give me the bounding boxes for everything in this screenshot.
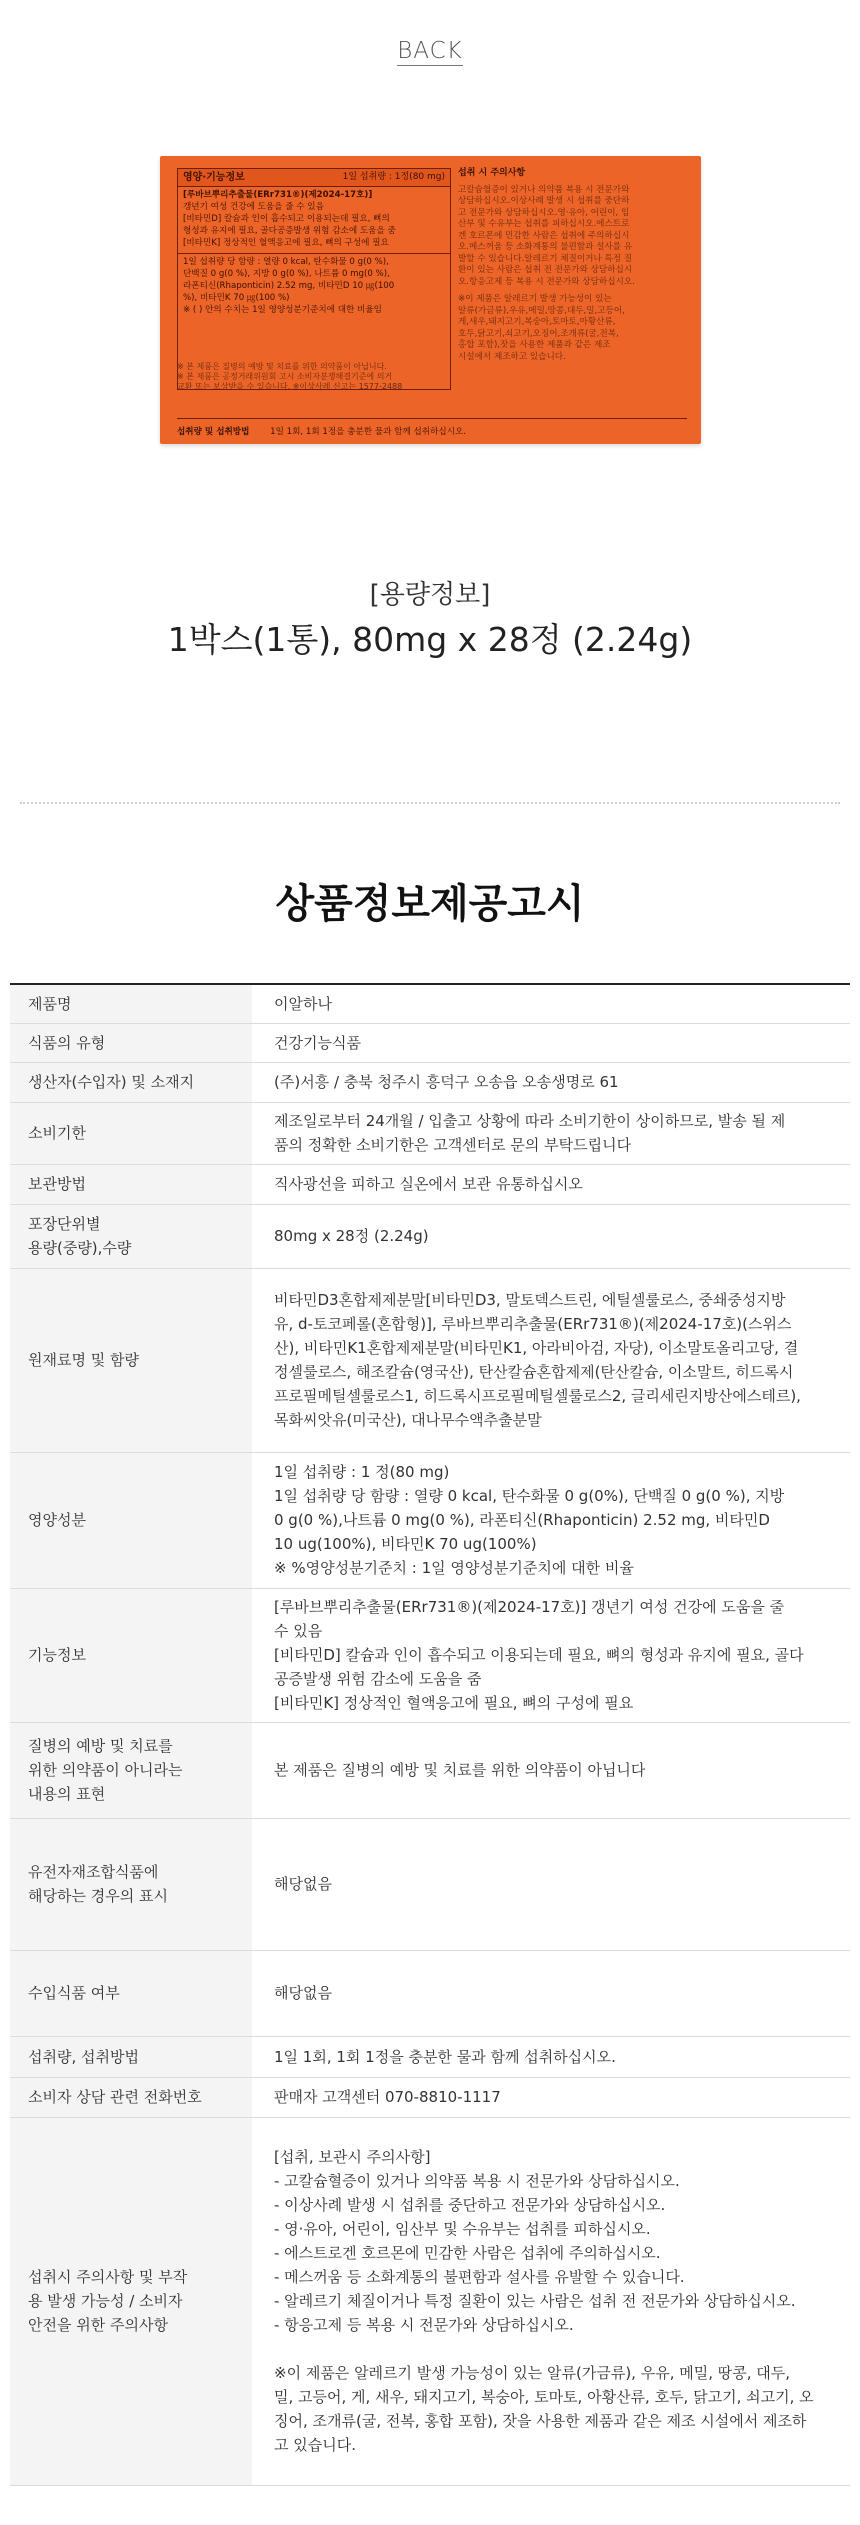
row-value: 80mg x 28정 (2.24g) — [252, 1204, 850, 1268]
table-row — [10, 1268, 850, 1452]
label-caution-line: 시설에서 제조하고 있습니다. — [458, 351, 566, 362]
label-caution-line: 오.항응고제 등 복용 시 전문가와 상담하십시오. — [458, 276, 635, 287]
label-nutrition-box — [177, 168, 451, 390]
row-key: 유전자재조합식품에 해당하는 경우의 표시 — [10, 1818, 252, 1950]
label-caution-line: 환이 있는 사람은 섭취 전 전문가와 상담하십시 — [458, 265, 633, 275]
table-row — [10, 1164, 850, 1204]
capacity-value: 1박스(1통), 80mg x 28정 (2.24g) — [167, 620, 693, 659]
product-info-table — [10, 983, 850, 2486]
label-caution-line: 발할 수 있습니다.알레르기 체질이거나 특정 질 — [458, 253, 633, 264]
row-value: 제조일로부터 24개월 / 입출고 상황에 따라 소비기한이 상이하므로, 발송 될 제 품의 정확한 소비기한은 고객센터로 문의 부탁드립니다 — [252, 1102, 850, 1164]
label-caution-line: 상담하십시오.이상사례 발생 시 섭취를 중단하 — [458, 196, 630, 206]
row-value: 1일 섭취량 : 1 정(80 mg) 1일 섭취량 당 함량 : 열량 0 kcal, 탄수화물 0 g(0%), 단백질 0 g(0 %), 지방 0 g(0 %),나트륨 0 mg(0 %), 라폰티신(Rhaponticin) 2.52 mg, 비타민D 10 ug(100%), 비타민K 70 ug(100%) ※ %영양성분기준치 : 1일 영양성분기준치에 대한 비율 — [252, 1452, 850, 1588]
row-key: 소비자 상담 관련 전화번호 — [10, 2077, 252, 2117]
label-func-line: 형성과 유지에 필요, 골다공증발생 위험 감소에 도움을 줌 — [183, 226, 396, 236]
table-row — [10, 2077, 850, 2117]
table-row — [10, 1818, 850, 1950]
label-intake-key: 섭취량 및 섭취방법 — [177, 427, 250, 437]
label-caution-title: 섭취 시 주의사항 — [458, 168, 526, 178]
capacity-title: [용량정보] — [369, 580, 491, 610]
label-func-line: [비타민D] 칼슘과 인이 흡수되고 이용되는데 필요, 뼈의 — [183, 214, 390, 224]
row-key: 제품명 — [10, 984, 252, 1023]
row-key: 원재료명 및 함량 — [10, 1268, 252, 1452]
label-notice-line: ※ 본 제품은 질병의 예방 및 치료를 위한 의약품이 아닙니다. — [177, 362, 387, 371]
table-row — [10, 1204, 850, 1268]
row-value: 직사광선을 피하고 실온에서 보관 유통하십시오 — [252, 1164, 850, 1204]
table-row — [10, 1102, 850, 1164]
row-value: 이알하나 — [252, 984, 850, 1023]
label-notice-line: 교환 또는 보상받을 수 있습니다. ※이상사례 신고는 1577-2488 — [177, 382, 403, 391]
row-key: 식품의 유형 — [10, 1023, 252, 1062]
table-row — [10, 2117, 850, 2485]
label-nutri-line: 단백질 0 g(0 %), 지방 0 g(0 %), 나트륨 0 mg(0 %), — [183, 269, 390, 279]
table-row — [10, 1588, 850, 1722]
row-value: (주)서흥 / 충북 청주시 흥덕구 오송읍 오송생명로 61 — [252, 1062, 850, 1102]
row-value: 해당없음 — [252, 1818, 850, 1950]
label-nutrition-block — [178, 254, 450, 320]
row-key: 섭취량, 섭취방법 — [10, 2036, 252, 2077]
label-func-line: [루바브뿌리추출물(ERr731®)(제2024-17호)] — [183, 190, 373, 200]
label-function-block — [178, 187, 450, 254]
label-caution-line: 알류(가금류),우유,메밀,땅콩,대두,밀,고등어, — [458, 305, 625, 316]
back-label[interactable]: BACK — [397, 38, 463, 64]
back-link[interactable] — [0, 38, 860, 64]
label-notice-line: ※ 본 제품은 공정거래위원회 고시 소비자분쟁해결기준에 의거 — [177, 372, 393, 381]
row-key: 영양성분 — [10, 1452, 252, 1588]
notice-title: 상품정보제공고시 — [275, 881, 585, 927]
row-key: 소비기한 — [10, 1102, 252, 1164]
row-key: 포장단위별 용량(중량),수량 — [10, 1204, 252, 1268]
row-key: 수입식품 여부 — [10, 1950, 252, 2036]
row-key: 질병의 예방 및 치료를 위한 의약품이 아니라는 내용의 표현 — [10, 1722, 252, 1818]
label-header — [178, 169, 450, 187]
table-row — [10, 1722, 850, 1818]
row-key: 섭취시 주의사항 및 부작 용 발생 가능성 / 소비자 안전을 위한 주의사항 — [10, 2117, 252, 2485]
table-row — [10, 2036, 850, 2077]
label-nutri-line: 1일 섭취량 당 함량 : 열량 0 kcal, 탄수화물 0 g(0 %), — [183, 257, 389, 267]
table-row — [10, 1950, 850, 2036]
label-header-serving: 1일 섭취량 : 1정(80 mg) — [342, 172, 445, 182]
row-value: [루바브뿌리추출물(ERr731®)(제2024-17호)] 갱년기 여성 건강에 도움을 줄 수 있음 [비타민D] 칼슘과 인이 흡수되고 이용되는데 필요, 뼈의 형성과 유지에 필요, 골다 공증발생 위험 감소에 도움을 줌 [비타민K] 정상적인 혈액응고에 필요, 뼈의 구성에 필요 — [252, 1588, 850, 1722]
row-value: 판매자 고객센터 070-8810-1117 — [252, 2077, 850, 2117]
row-key: 기능정보 — [10, 1588, 252, 1722]
table-row — [10, 1023, 850, 1062]
label-caution — [458, 168, 690, 363]
label-nutri-line: 라폰티신(Rhaponticin) 2.52 mg, 비타민D 10 ㎍(100 — [183, 281, 395, 291]
table-row — [10, 1452, 850, 1588]
label-caution-line: 산부 및 수유부는 섭취를 피하십시오.에스트로 — [458, 219, 630, 229]
table-row — [10, 1062, 850, 1102]
label-intake — [177, 418, 687, 437]
row-key: 보관방법 — [10, 1164, 252, 1204]
row-value: 건강기능식품 — [252, 1023, 850, 1062]
label-caution-line: 겐 호르몬에 민감한 사람은 섭취에 주의하십시 — [458, 230, 630, 241]
label-notice — [177, 362, 447, 392]
label-caution-line: 고 전문가와 상담하십시오.영·유아, 어린이, 임 — [458, 207, 630, 218]
label-caution-line: 홍합 포함),잣을 사용한 제품과 같은 제조 — [458, 340, 611, 350]
row-value: 해당없음 — [252, 1950, 850, 2036]
label-caution-line: 게,새우,돼지고기,복숭아,토마토,아황산류, — [458, 317, 616, 327]
label-caution-line: ※이 제품은 알레르기 발생 가능성이 있는 — [458, 294, 612, 304]
row-value: 비타민D3혼합제제분말[비타민D3, 말토덱스트린, 에틸셀룰로스, 중쇄중성지방 유, d-토코페롤(혼합형)], 루바브뿌리추출물(ERr731®)(제2024-17호)(스위스 산), 비타민K1혼합제제분말(비타민K1, 아라비아검, 자당), 이소말토올리고당, 결 정셀룰로스, 해조칼슘(영국산), 탄산칼슘혼합제제(탄산칼슘, 이소말트, 히드록시 프로필메틸셀룰로스1, 히드록시프로필메틸셀룰로스2, 글리세린지방산에스테르), 목화씨앗유(미국산), 대나무수액추출분말 — [252, 1268, 850, 1452]
row-value: 1일 1회, 1회 1정을 충분한 물과 함께 섭취하십시오. — [252, 2036, 850, 2077]
label-intake-value: 1일 1회, 1회 1정을 충분한 물과 함께 섭취하십시오. — [270, 427, 467, 437]
label-header-title: 영양·기능정보 — [183, 172, 245, 183]
row-value: [섭취, 보관시 주의사항] - 고칼슘혈증이 있거나 의약품 복용 시 전문가와 상담하십시오. - 이상사례 발생 시 섭취를 중단하고 전문가와 상담하십시오. - 영·유아, 어린이, 임산부 및 수유부는 섭취를 피하십시오. - 에스트로겐 호르몬에 민감한 사람은 섭취에 주의하십시오. - 메스꺼움 등 소화계통의 불편함과 설사를 유발할 수 있습니다. - 알레르기 체질이거나 특정 질환이 있는 사람은 섭취 전 전문가와 상담하십시오. - 항응고제 등 복용 시 전문가와 상담하십시오. ※이 제품은 알레르기 발생 가능성이 있는 알류(가금류), 우유, 메밀, 땅콩, 대두, 밀, 고등어, 게, 새우, 돼지고기, 복숭아, 토마토, 아황산류, 호두, 닭고기, 쇠고기, 오 징어, 조개류(굴, 전복, 홍합 포함), 잣을 사용한 제품과 같은 제조 시설에서 제조하 고 있습니다. — [252, 2117, 850, 2485]
row-value: 본 제품은 질병의 예방 및 치료를 위한 의약품이 아닙니다 — [252, 1722, 850, 1818]
product-label-image — [160, 156, 701, 444]
row-key: 생산자(수입자) 및 소재지 — [10, 1062, 252, 1102]
label-func-line: [비타민K] 정상적인 혈액응고에 필요, 뼈의 구성에 필요 — [183, 238, 389, 248]
label-caution-line: 오.메스꺼움 등 소화계통의 불편함과 설사를 유 — [458, 242, 633, 252]
label-caution-line: 호두,닭고기,쇠고기,오징어,조개류(굴,전복, — [458, 328, 619, 339]
dotted-divider — [20, 802, 840, 804]
label-caution-line: 고칼슘혈증이 있거나 의약품 복용 시 전문가와 — [458, 184, 630, 195]
label-func-line: 갱년기 여성 건강에 도움을 줄 수 있음 — [183, 202, 324, 212]
label-nutri-line: ※ ( ) 안의 수치는 1일 영양성분기준치에 대한 비율임 — [183, 305, 382, 315]
table-row — [10, 984, 850, 1023]
label-nutri-line: %), 비타민K 70 ㎍(100 %) — [183, 293, 290, 303]
